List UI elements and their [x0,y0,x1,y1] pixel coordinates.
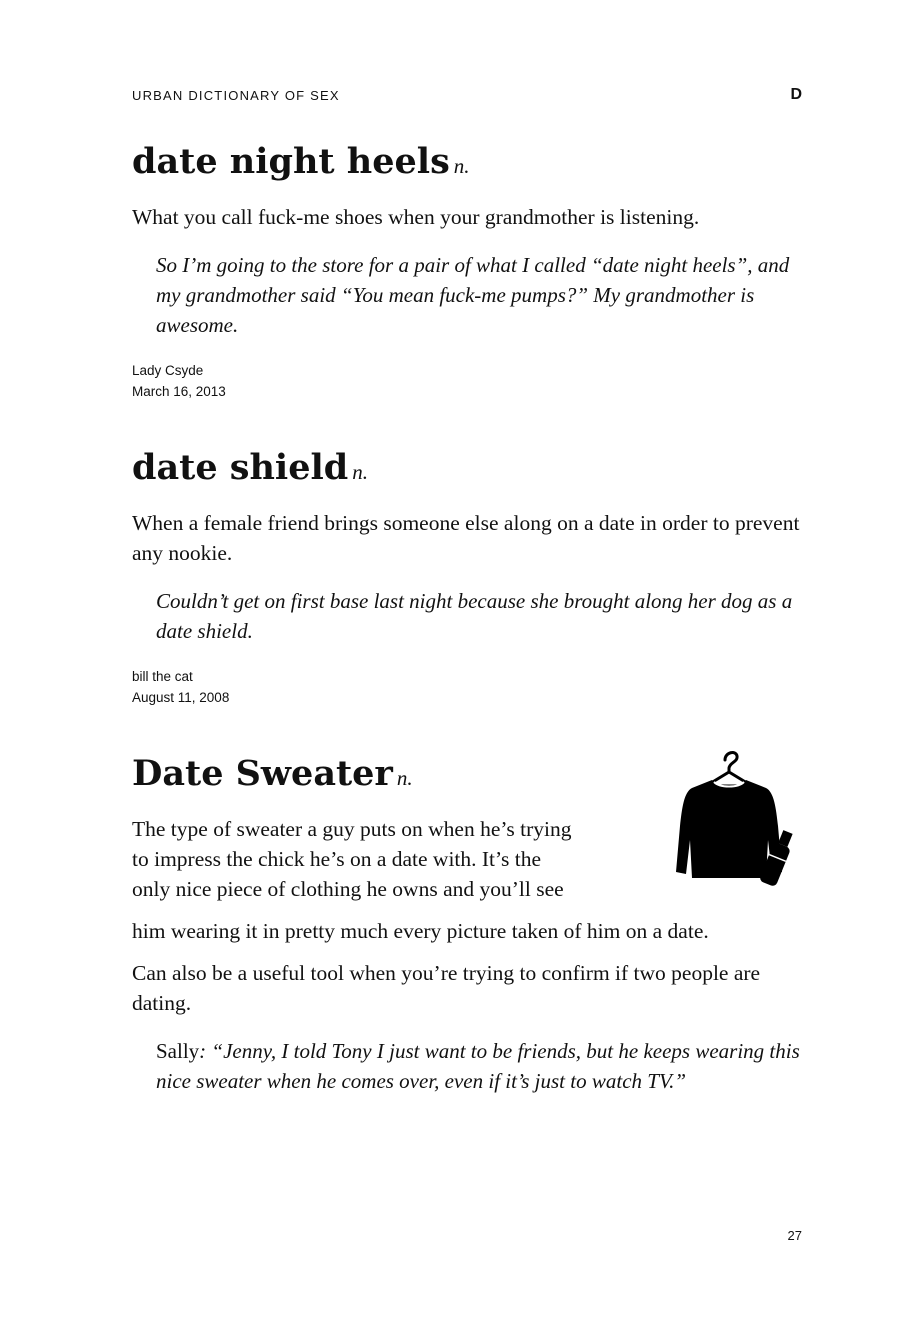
example-speaker: Sally [156,1039,200,1063]
entry-date-night-heels [132,140,802,402]
entry-example [132,1036,802,1096]
entry-example: Couldn’t get on first base last night because she brought along her dog as a date shield. [156,589,793,643]
entry-headword [132,140,802,188]
part-of-speech: n. [396,766,413,790]
entry-definition: When a female friend brings someone else along on a date in order to prevent any nookie. [132,511,800,565]
part-of-speech: n. [352,460,369,484]
running-head: URBAN DICTIONARY OF SEX [132,88,340,103]
definition-line: The type of sweater a guy puts on when he’s trying [132,817,572,841]
entry-date: August 11, 2008 [132,690,230,705]
part-of-speech: n. [453,154,470,178]
example-text: : “Jenny, I told Tony I just want to be friends, but he keeps wearing this nice sweater when he comes over, even if it’s just to watch TV.” [156,1039,800,1093]
sweater-hanger-illustration [670,748,806,894]
entry-meta [132,360,802,402]
headword-text: Date Sweater [132,753,393,794]
entry-headword [132,446,802,494]
entry-author: bill the cat [132,669,193,684]
entry-example: So I’m going to the store for a pair of what I called “date night heels”, and my grandmother said “You mean fuck-me pumps?” My grandmother is awesome. [156,253,790,337]
headword-text: date shield [132,447,349,488]
entry-date-shield [132,446,802,708]
definition-line: only nice piece of clothing he owns and you’ll see [132,877,564,901]
section-letter: D [790,86,802,103]
entry-definition-2: Can also be a useful tool when you’re trying to confirm if two people are dating. [132,961,761,1015]
entry-author: Lady Csyde [132,363,204,378]
definition-line: to impress the chick he’s on a date with. It’s the [132,847,542,871]
headword-text: date night heels [132,141,450,182]
page-number: 27 [787,1228,802,1243]
entry-meta [132,666,802,708]
definition-line: him wearing it in pretty much every picture taken of him on a date. [132,919,709,943]
entry-date: March 16, 2013 [132,384,226,399]
entry-definition: What you call fuck-me shoes when your grandmother is listening. [132,205,700,229]
